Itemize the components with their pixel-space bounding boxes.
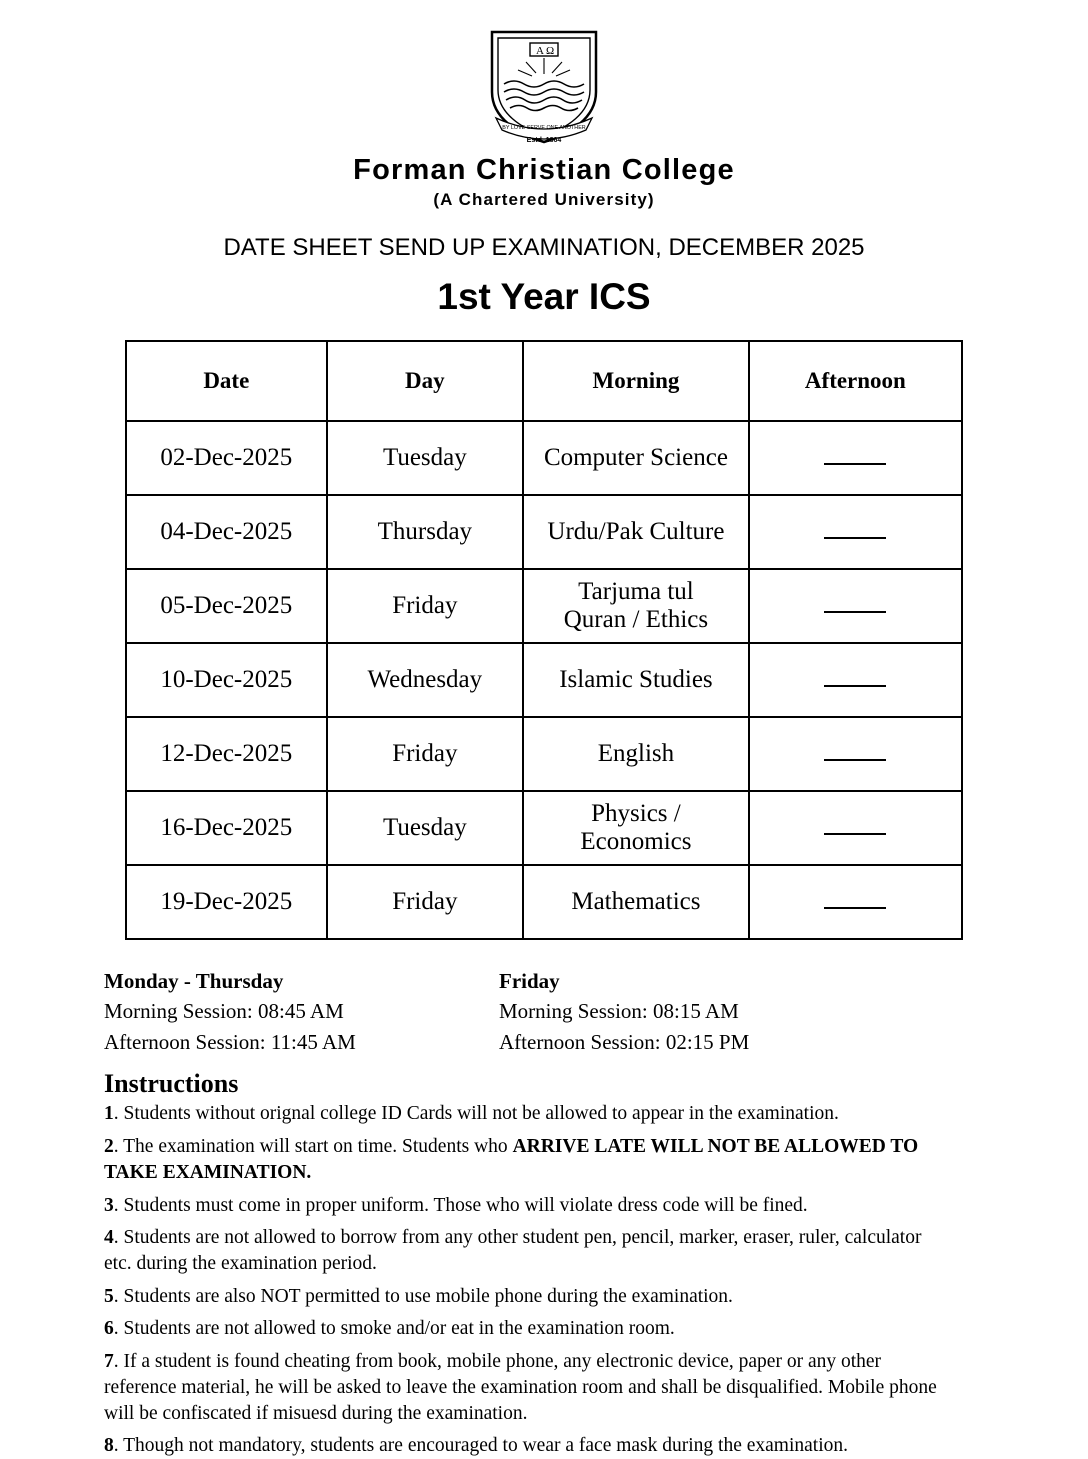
instructions-heading: Instructions xyxy=(104,1069,239,1099)
college-subtitle: (A Chartered University) xyxy=(433,190,655,209)
cell-day: Thursday xyxy=(327,495,523,569)
table-row xyxy=(126,643,962,717)
instruction-item xyxy=(104,1284,952,1310)
cell-day: Wednesday xyxy=(327,643,523,717)
cell-morning: Computer Science xyxy=(523,421,749,495)
cell-day: Friday xyxy=(327,865,523,939)
table-header-row xyxy=(126,341,962,421)
instruction-item xyxy=(104,1349,952,1426)
schedule-table-body xyxy=(126,421,962,939)
cell-date: 12-Dec-2025 xyxy=(126,717,327,791)
svg-text:Ω: Ω xyxy=(546,45,555,57)
instruction-text: . If a student is found cheating from book, mobile phone, any electronic device, paper or any other reference material, he will be asked to leave the examination room and shall be disqualified. Mobile phone will be confiscated if misuesd during the examination. xyxy=(104,1351,937,1424)
instruction-text: . Students without orignal college ID Cards will not be allowed to appear in the examination. xyxy=(113,1103,839,1125)
blank-dash-icon xyxy=(824,821,886,835)
cell-date: 10-Dec-2025 xyxy=(126,643,327,717)
session-weekday-heading: Monday - Thursday xyxy=(104,969,284,993)
cell-day: Friday xyxy=(327,717,523,791)
column-header-date: Date xyxy=(126,341,327,421)
instruction-item xyxy=(104,1193,952,1219)
instruction-text: . Students are not allowed to smoke and/or eat in the examination room. xyxy=(113,1318,675,1340)
cell-day: Tuesday xyxy=(327,791,523,865)
blank-dash-icon xyxy=(824,747,886,761)
instruction-text: . Students must come in proper uniform. Those who will violate dress code will be fined. xyxy=(113,1194,808,1216)
instruction-text: . The examination will start on time. Students who xyxy=(113,1136,513,1158)
instruction-item xyxy=(104,1433,952,1459)
blank-dash-icon xyxy=(824,451,886,465)
document-subtitle: 1st Year ICS xyxy=(437,276,651,317)
table-row xyxy=(126,569,962,643)
blank-dash-icon xyxy=(824,599,886,613)
blank-dash-icon xyxy=(824,895,886,909)
cell-date: 02-Dec-2025 xyxy=(126,421,327,495)
cell-afternoon xyxy=(749,569,962,643)
session-friday-heading: Friday xyxy=(499,969,560,993)
cell-morning: Urdu/Pak Culture xyxy=(523,495,749,569)
blank-dash-icon xyxy=(824,525,886,539)
crest-container xyxy=(0,0,1088,146)
crest-motto-text: BY LOVE SERVE ONE ANOTHER xyxy=(502,125,586,131)
cell-afternoon xyxy=(749,865,962,939)
instruction-number: 6 xyxy=(104,1318,114,1340)
cell-afternoon xyxy=(749,495,962,569)
college-name: Forman Christian College xyxy=(353,154,735,186)
cell-date: 19-Dec-2025 xyxy=(126,865,327,939)
cell-afternoon xyxy=(749,421,962,495)
instruction-number: 3 xyxy=(104,1194,114,1216)
instruction-item xyxy=(104,1225,952,1276)
instruction-number: 2 xyxy=(104,1136,114,1158)
cell-date: 16-Dec-2025 xyxy=(126,791,327,865)
column-header-morning: Morning xyxy=(523,341,749,421)
session-friday-afternoon: Afternoon Session: 02:15 PM xyxy=(499,1029,750,1054)
session-friday-morning: Morning Session: 08:15 AM xyxy=(499,999,739,1024)
table-row xyxy=(126,495,962,569)
cell-morning: Islamic Studies xyxy=(523,643,749,717)
instruction-number: 8 xyxy=(104,1435,114,1457)
instructions-list xyxy=(104,1101,952,1459)
table-row xyxy=(126,421,962,495)
cell-afternoon xyxy=(749,717,962,791)
session-weekday-block xyxy=(104,966,499,1057)
session-weekday-afternoon: Afternoon Session: 11:45 AM xyxy=(104,1029,356,1054)
table-row xyxy=(126,717,962,791)
college-crest-icon xyxy=(478,26,610,146)
schedule-table xyxy=(125,340,963,940)
cell-morning: Physics / Economics xyxy=(523,791,749,865)
crest-estd-text: Estd. 1864 xyxy=(526,137,562,144)
session-times xyxy=(104,966,964,1057)
instruction-number: 5 xyxy=(104,1285,114,1307)
instruction-text: . Though not mandatory, students are encouraged to wear a face mask during the examination. xyxy=(113,1435,849,1457)
instruction-item xyxy=(104,1134,952,1185)
instruction-text: . Students are also NOT permitted to use mobile phone during the examination. xyxy=(113,1285,733,1307)
instruction-number: 4 xyxy=(104,1227,114,1249)
cell-afternoon xyxy=(749,791,962,865)
instruction-emphasis: ARRIVE LATE WILL NOT BE ALLOWED TO TAKE EXAMINATION. xyxy=(104,1136,919,1183)
schedule-table-container xyxy=(125,340,963,940)
instruction-item xyxy=(104,1101,952,1127)
cell-morning: Mathematics xyxy=(523,865,749,939)
instruction-text: . Students are not allowed to borrow from any other student pen, pencil, marker, eraser, ruler, calculator etc. during the examination period. xyxy=(104,1227,922,1274)
document-title: DATE SHEET SEND UP EXAMINATION, DECEMBER 2025 xyxy=(223,234,865,261)
svg-text:A: A xyxy=(536,45,544,57)
table-row xyxy=(126,791,962,865)
cell-date: 05-Dec-2025 xyxy=(126,569,327,643)
cell-day: Friday xyxy=(327,569,523,643)
instruction-number: 1 xyxy=(104,1103,114,1125)
instruction-number: 7 xyxy=(104,1351,114,1373)
cell-date: 04-Dec-2025 xyxy=(126,495,327,569)
session-weekday-morning: Morning Session: 08:45 AM xyxy=(104,999,344,1024)
cell-morning: Tarjuma tul Quran / Ethics xyxy=(523,569,749,643)
table-row xyxy=(126,865,962,939)
column-header-day: Day xyxy=(327,341,523,421)
cell-morning: English xyxy=(523,717,749,791)
instruction-item xyxy=(104,1316,952,1342)
column-header-afternoon: Afternoon xyxy=(749,341,962,421)
cell-day: Tuesday xyxy=(327,421,523,495)
cell-afternoon xyxy=(749,643,962,717)
session-friday-block xyxy=(499,966,894,1057)
blank-dash-icon xyxy=(824,673,886,687)
